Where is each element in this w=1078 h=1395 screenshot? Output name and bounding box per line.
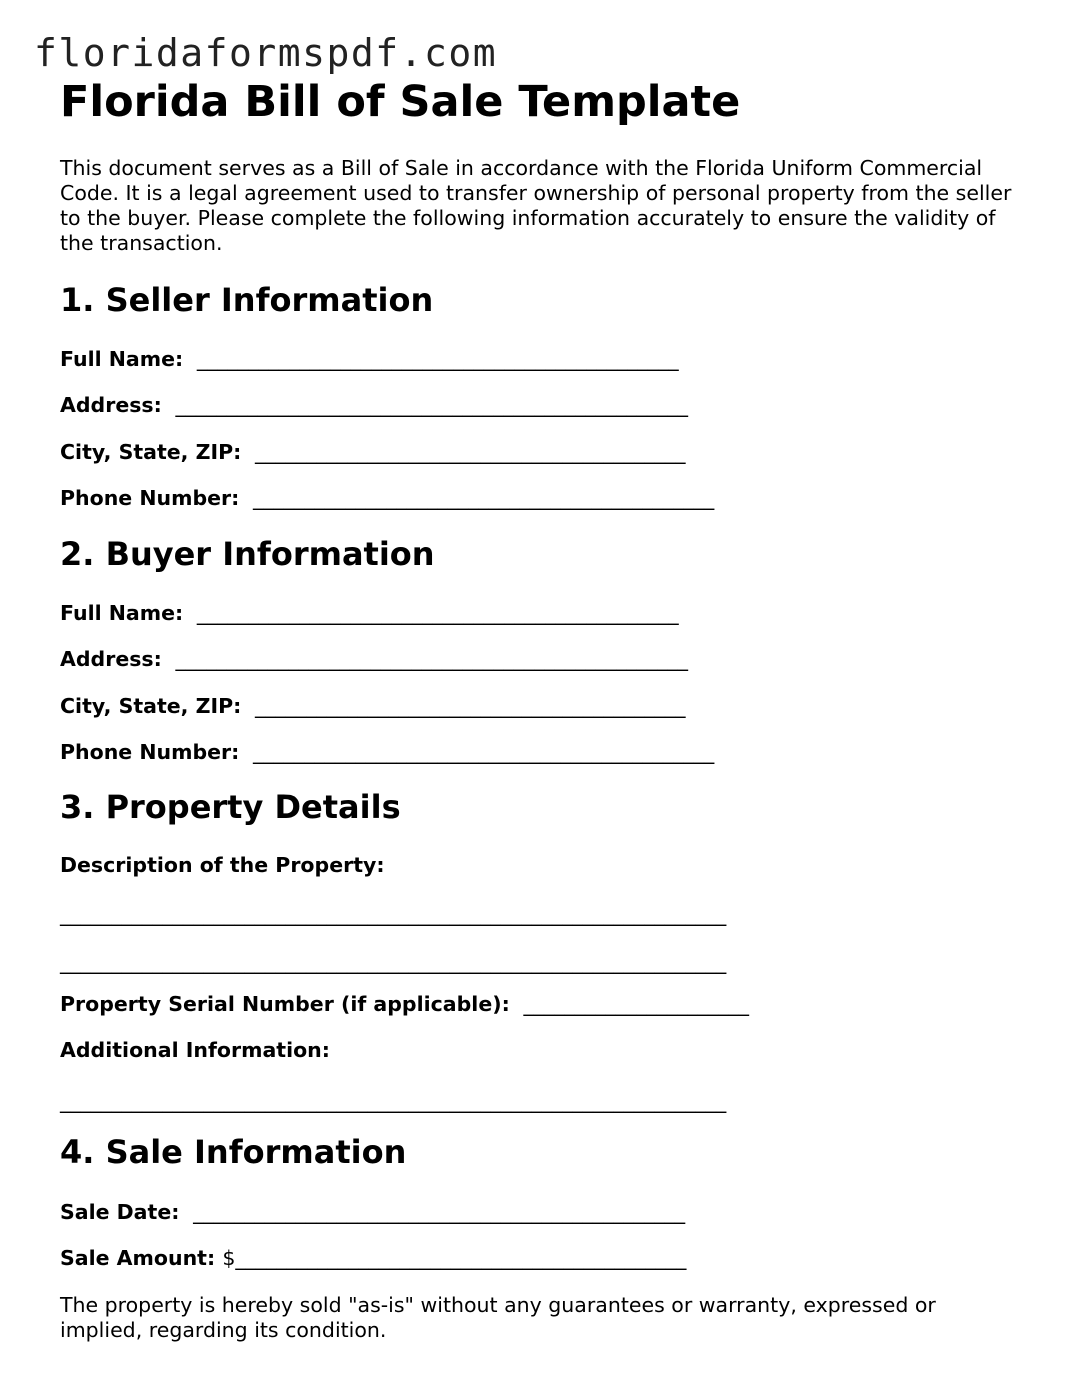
sale-amount-blank[interactable]: $____________________________________________ — [222, 1246, 687, 1270]
additional-info-field — [60, 1040, 330, 1061]
sale-date-field — [60, 1202, 685, 1223]
buyer-address-label: Address: — [60, 647, 169, 671]
property-description-line-2[interactable]: _________________________________________________________________ — [60, 950, 727, 974]
buyer-full-name-label: Full Name: — [60, 601, 191, 625]
property-serial-label: Property Serial Number (if applicable): — [60, 992, 517, 1016]
seller-full-name-field — [60, 349, 679, 370]
sale-date-blank[interactable]: ________________________________________________ — [193, 1200, 686, 1224]
seller-phone-label: Phone Number: — [60, 486, 247, 510]
sale-section-heading: 4. Sale Information — [60, 1133, 407, 1171]
buyer-city-field — [60, 696, 685, 717]
seller-city-blank[interactable]: __________________________________________ — [254, 440, 686, 464]
buyer-city-label: City, State, ZIP: — [60, 694, 249, 718]
additional-info-line[interactable]: _________________________________________________________________ — [60, 1089, 727, 1113]
seller-address-blank[interactable]: __________________________________________________ — [175, 393, 688, 417]
buyer-address-blank[interactable]: __________________________________________________ — [175, 647, 688, 671]
property-description-field — [60, 855, 385, 876]
buyer-full-name-field — [60, 603, 679, 624]
sale-date-label: Sale Date: — [60, 1200, 187, 1224]
seller-city-label: City, State, ZIP: — [60, 440, 249, 464]
buyer-phone-label: Phone Number: — [60, 740, 247, 764]
seller-section-heading: 1. Seller Information — [60, 281, 434, 319]
buyer-section-heading: 2. Buyer Information — [60, 535, 435, 573]
buyer-address-field — [60, 649, 688, 670]
buyer-phone-field — [60, 742, 714, 763]
seller-address-field — [60, 395, 688, 416]
seller-address-label: Address: — [60, 393, 169, 417]
site-watermark: floridaformspdf.com — [34, 31, 498, 75]
seller-full-name-blank[interactable]: _______________________________________________ — [196, 347, 679, 371]
seller-city-field — [60, 442, 685, 463]
property-description-line-1[interactable]: _________________________________________________________________ — [60, 902, 727, 926]
seller-phone-blank[interactable]: _____________________________________________ — [253, 486, 715, 510]
property-serial-field — [60, 994, 749, 1015]
as-is-disclaimer: The property is hereby sold "as-is" without any guarantees or warranty, expressed or implied, regarding its condition. — [60, 1293, 936, 1342]
buyer-phone-blank[interactable]: _____________________________________________ — [253, 740, 715, 764]
buyer-city-blank[interactable]: __________________________________________ — [254, 694, 686, 718]
intro-paragraph: This document serves as a Bill of Sale in accordance with the Florida Uniform Commercial Code. It is a legal agreement used to transfer ownership of personal property from the seller to the buyer. Please complete the following information accurately to ensure the validity of the transaction. — [60, 156, 1012, 255]
sale-amount-field — [60, 1248, 686, 1269]
property-serial-blank[interactable]: ______________________ — [523, 992, 749, 1016]
seller-full-name-label: Full Name: — [60, 347, 191, 371]
property-section-heading: 3. Property Details — [60, 788, 401, 826]
seller-phone-field — [60, 488, 714, 509]
sale-amount-label: Sale Amount: — [60, 1246, 223, 1270]
additional-info-label: Additional Information: — [60, 1038, 330, 1062]
buyer-full-name-blank[interactable]: _______________________________________________ — [196, 601, 679, 625]
property-description-label: Description of the Property: — [60, 853, 385, 877]
page-title: Florida Bill of Sale Template — [60, 77, 741, 127]
